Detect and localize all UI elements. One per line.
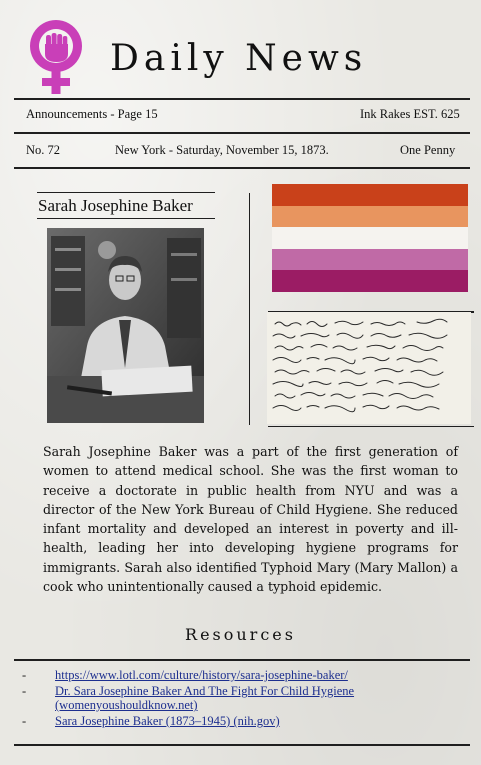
flag-stripe: [272, 227, 468, 249]
venus-fist-icon: [27, 18, 85, 96]
lesbian-pride-flag: [272, 184, 468, 292]
feature-bottom-rule: [268, 426, 474, 427]
flag-stripe: [272, 270, 468, 292]
flag-stripe: [272, 249, 468, 271]
handwritten-note-image: [267, 312, 471, 424]
resource-link-womenyoushouldknow[interactable]: Dr. Sara Josephine Baker And The Fight For Child Hygiene (womenyoushouldknow.net): [55, 684, 355, 712]
mid-rule: [14, 132, 470, 134]
list-item: [22, 714, 462, 730]
dateline: New York - Saturday, November 15, 1873.: [115, 143, 329, 157]
issue-number: No. 72: [26, 143, 61, 157]
resources-list: [22, 668, 462, 730]
flag-stripe: [272, 184, 468, 206]
announcements-label: Announcements - Page 15: [26, 107, 158, 121]
header-bottom-rule: [14, 167, 470, 169]
established-label: Ink Rakes EST. 625: [360, 107, 460, 121]
caption-bottom-rule: [37, 218, 215, 219]
feature-paragraph: Sarah Josephine Baker was a part of the first generation of women to attend medical school. She was the first woman to receive a doctorate in public health from NYU and was a director of the New York Bureau of Child Hygiene. She reduced infant mortality and developed an interest in poverty and ill-health, leading her into developing hygiene programs for immigrants. Sarah also identified Typhoid Mary (Mary Mallon) a cook who unintentionally caused a typhoid epidemic.: [43, 444, 458, 595]
list-dash: -: [22, 684, 27, 698]
resource-link-nih[interactable]: Sara Josephine Baker (1873–1945) (nih.gov): [55, 714, 280, 728]
resources-top-rule: [14, 659, 470, 661]
list-dash: -: [22, 668, 27, 682]
top-rule: [14, 98, 470, 100]
list-dash: -: [22, 714, 27, 728]
column-divider: [249, 193, 250, 425]
price-label: One Penny: [400, 143, 456, 157]
masthead-title: Daily News: [110, 38, 368, 79]
portrait-photo: [47, 228, 204, 423]
flag-stripe: [272, 206, 468, 228]
page-bottom-rule: [14, 744, 470, 746]
list-item: [22, 668, 462, 684]
resource-link-lotl[interactable]: https://www.lotl.com/culture/history/sara-josephine-baker/: [55, 668, 348, 682]
list-item: [22, 684, 462, 714]
resources-heading: Resources: [185, 625, 296, 644]
caption-top-rule: [37, 192, 215, 193]
photo-caption: Sarah Josephine Baker: [38, 196, 193, 215]
